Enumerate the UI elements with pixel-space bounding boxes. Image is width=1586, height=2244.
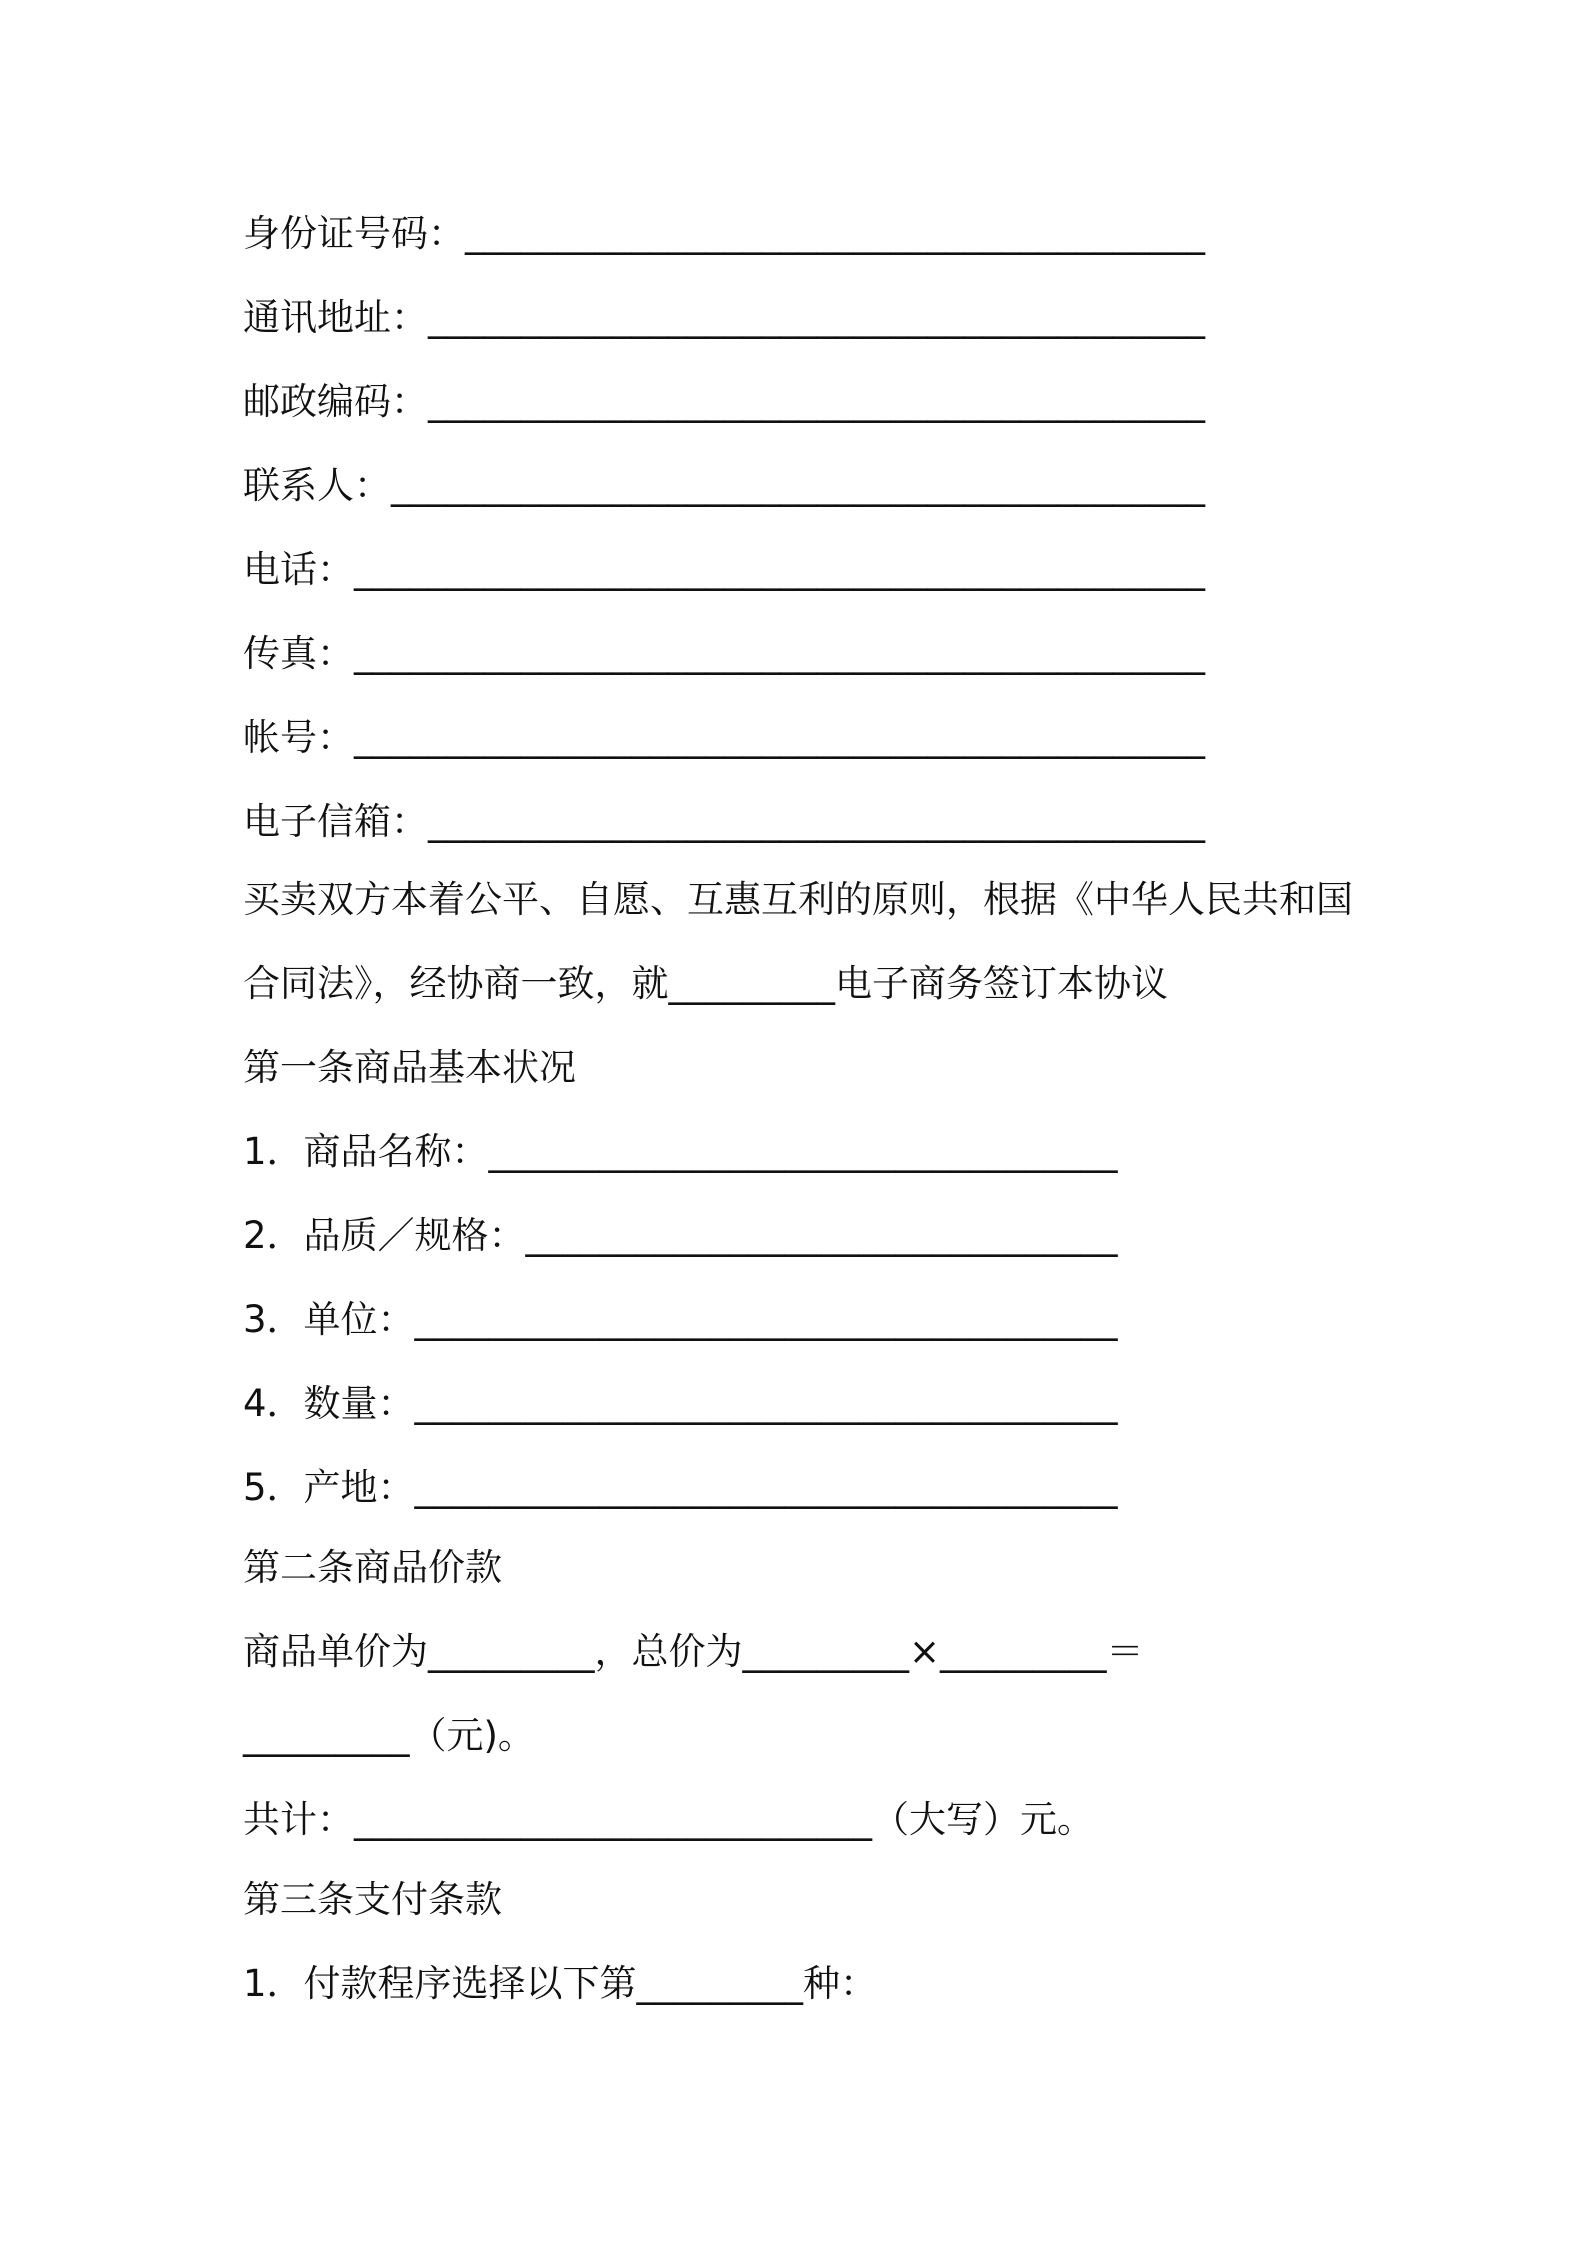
preamble-line-1: 买卖双方本着公平、自愿、互惠互利的原则，根据《中华人民共和国 [243,878,1353,921]
account-field: 帐号：______________________________________________ [243,716,1205,759]
article-1-title: 第一条商品基本状况 [243,1046,576,1089]
email-field: 电子信箱：__________________________________________ [243,800,1205,843]
contact-field: 联系人：____________________________________________ [243,464,1205,507]
article-2-title: 第二条商品价款 [243,1546,502,1589]
product-name-field: 1．商品名称：__________________________________ [243,1130,1118,1173]
origin-field: 5．产地：______________________________________ [243,1466,1118,1509]
payment-procedure-field: 1．付款程序选择以下第_________种： [243,1962,878,2005]
price-line-2: _________（元)。 [243,1714,535,1757]
quantity-field: 4．数量：______________________________________ [243,1382,1118,1425]
phone-field: 电话：______________________________________________ [243,548,1205,591]
postal-code-field: 邮政编码：__________________________________________ [243,380,1205,423]
address-field: 通讯地址：__________________________________________ [243,296,1205,339]
quality-spec-field: 2．品质／规格：________________________________ [243,1214,1118,1257]
fax-field: 传真：______________________________________________ [243,632,1205,675]
total-amount-line: 共计：____________________________（大写）元。 [243,1798,1094,1841]
unit-field: 3．单位：______________________________________ [243,1298,1118,1341]
preamble-line-2: 合同法》，经协商一致，就_________电子商务签订本协议 [243,962,1168,1005]
id-number-field: 身份证号码：________________________________________ [243,212,1205,255]
article-3-title: 第三条支付条款 [243,1878,502,1921]
price-line-1: 商品单价为_________，总价为_________×_________＝ [243,1630,1144,1673]
